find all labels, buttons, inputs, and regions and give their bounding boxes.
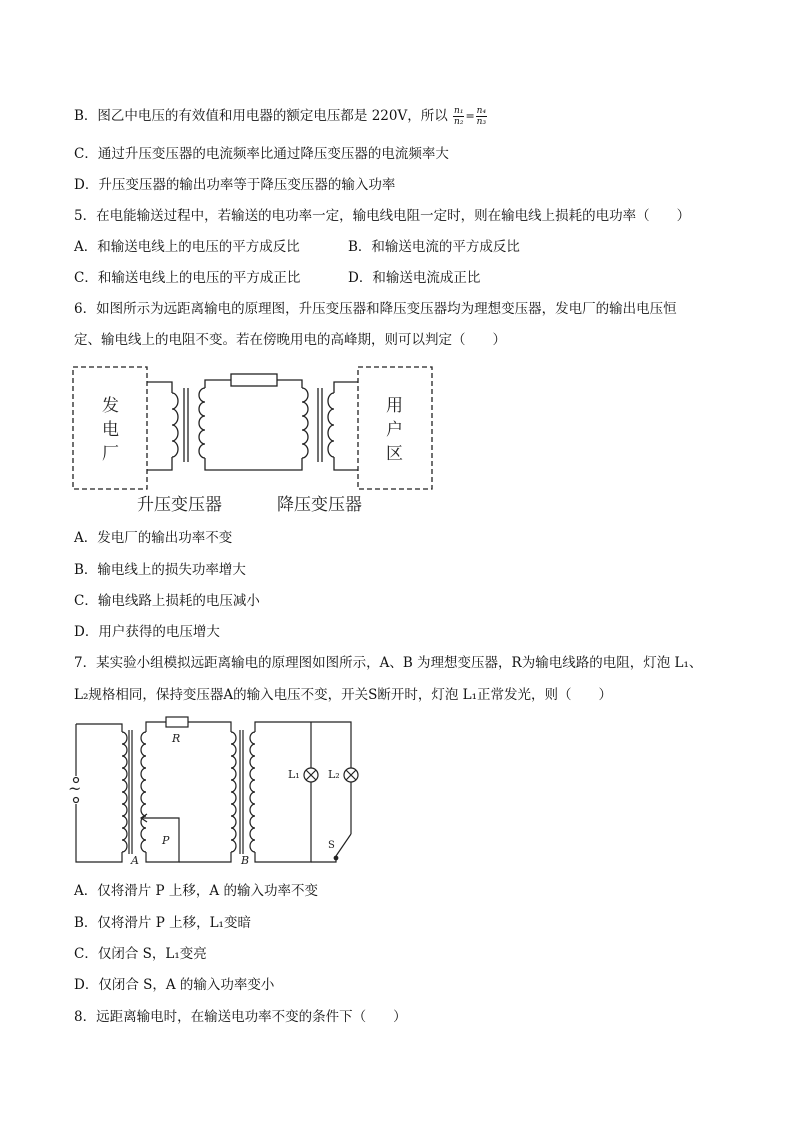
- frac-numerator: n₄: [476, 106, 487, 116]
- ratio-n4-n3: [476, 106, 487, 127]
- q7-stem-line2: L₂规格相同，保持变压器A的输入电压不变，开关S断开时，灯泡 L₁正常发光，则（ ）: [74, 687, 613, 703]
- transformer-a-secondary-coil: [141, 732, 146, 852]
- q5-option-b: B．和输送电流的平方成反比: [348, 239, 520, 255]
- ac-source-symbol: ~: [68, 779, 82, 798]
- transformer-b-secondary-coil: [250, 732, 255, 852]
- q4-option-b-text: B．图乙中电压的有效值和用电器的额定电压都是 220V，所以: [74, 108, 448, 124]
- q7-circuit-diagram: [0, 710, 794, 870]
- q7-option-a: A．仅将滑片 P 上移，A 的输入功率不变: [74, 883, 318, 899]
- q6-option-a: A．发电厂的输出功率不变: [74, 530, 233, 546]
- label-s: S: [328, 840, 335, 851]
- q6-option-c: C．输电线路上损耗的电压减小: [74, 593, 260, 609]
- switch-contact: [334, 856, 338, 860]
- transformer-b-primary-coil: [231, 732, 236, 852]
- label-b: B: [241, 854, 250, 867]
- step-up-transformer-label: 升压变压器: [137, 495, 222, 515]
- transmission-line-bottom: [205, 458, 302, 470]
- q5-options-row1: [74, 238, 300, 256]
- label-r: R: [172, 732, 181, 745]
- step-down-primary-coil: [302, 388, 308, 458]
- plant-label-char: 发: [102, 396, 119, 416]
- input-terminal: [74, 798, 79, 803]
- step-down-secondary-coil: [328, 393, 334, 457]
- step-up-secondary-coil: [199, 388, 205, 458]
- q8-stem: 8．远距离输电时，在输送电功率不变的条件下（ ）: [74, 1009, 407, 1025]
- frac-denominator: n₂: [454, 117, 464, 127]
- slider-p-wire: [141, 818, 179, 862]
- q7-option-b: B．仅将滑片 P 上移，L₁变暗: [74, 915, 251, 931]
- frac-denominator: n₃: [476, 117, 487, 127]
- q5-option-d: D．和输送电流成正比: [348, 270, 481, 286]
- q4-option-b: [74, 106, 488, 127]
- line-resistor: [231, 374, 277, 386]
- q5-option-c: C．和输送电线上的电压的平方成正比: [74, 270, 301, 286]
- switch-s: [336, 834, 351, 856]
- label-a: A: [131, 854, 139, 867]
- plant-label-char: 电: [102, 420, 119, 440]
- switch-wire: [311, 856, 336, 862]
- q6-transmission-diagram: [0, 360, 794, 520]
- label-p: P: [162, 834, 170, 847]
- q7-option-c: C．仅闭合 S，L₁变亮: [74, 946, 207, 962]
- load-wire-top: [255, 722, 351, 768]
- frac-numerator: n₁: [454, 106, 464, 116]
- ratio-n1-n2: [453, 106, 464, 127]
- step-up-primary-coil: [172, 393, 178, 457]
- q4-option-c: C．通过升压变压器的电流频率比通过降压变压器的电流频率大: [74, 146, 449, 162]
- equals-sign: =: [465, 109, 475, 123]
- load-wire-bottom: [255, 782, 311, 862]
- step-down-transformer-label: 降压变压器: [277, 495, 362, 515]
- step-down-secondary-wire: [334, 382, 358, 470]
- transmission-line-top: [205, 380, 302, 388]
- q5-stem: 5．在电能输送过程中，若输送的电功率一定，输电线电阻一定时，则在输电线上损耗的电功率（ ）: [74, 208, 691, 224]
- line-bottom: [179, 852, 231, 862]
- resistor-r: [166, 717, 188, 727]
- q6-stem-line1: 6．如图所示为远距离输电的原理图，升压变压器和降压变压器均为理想变压器，发电厂的输出电压恒: [74, 301, 677, 317]
- q4-option-d: D．升压变压器的输出功率等于降压变压器的输入功率: [74, 177, 396, 193]
- transformer-a-primary-coil: [122, 732, 127, 852]
- q5-option-a: A．和输送电线上的电压的平方成反比: [74, 239, 300, 255]
- input-wire: [76, 724, 122, 862]
- user-label-char: 户: [386, 420, 403, 440]
- step-up-primary-wire: [147, 382, 172, 470]
- label-l2: L₂: [328, 768, 340, 781]
- q6-stem-line2: 定、输电线上的电阻不变。若在傍晚用电的高峰期，则可以判定（ ）: [74, 332, 506, 348]
- plant-label-char: 厂: [102, 444, 119, 464]
- q6-option-d: D．用户获得的电压增大: [74, 624, 220, 640]
- user-label-char: 用: [386, 396, 403, 416]
- q7-option-d: D．仅闭合 S，A 的输入功率变小: [74, 977, 275, 993]
- user-label-char: 区: [386, 444, 403, 464]
- q7-stem-line1: 7．某实验小组模拟远距离输电的原理图如图所示，A、B 为理想变压器，R为输电线路的电阻，灯泡 L₁、: [74, 655, 703, 671]
- q6-option-b: B．输电线上的损失功率增大: [74, 562, 246, 578]
- label-l1: L₁: [288, 768, 300, 781]
